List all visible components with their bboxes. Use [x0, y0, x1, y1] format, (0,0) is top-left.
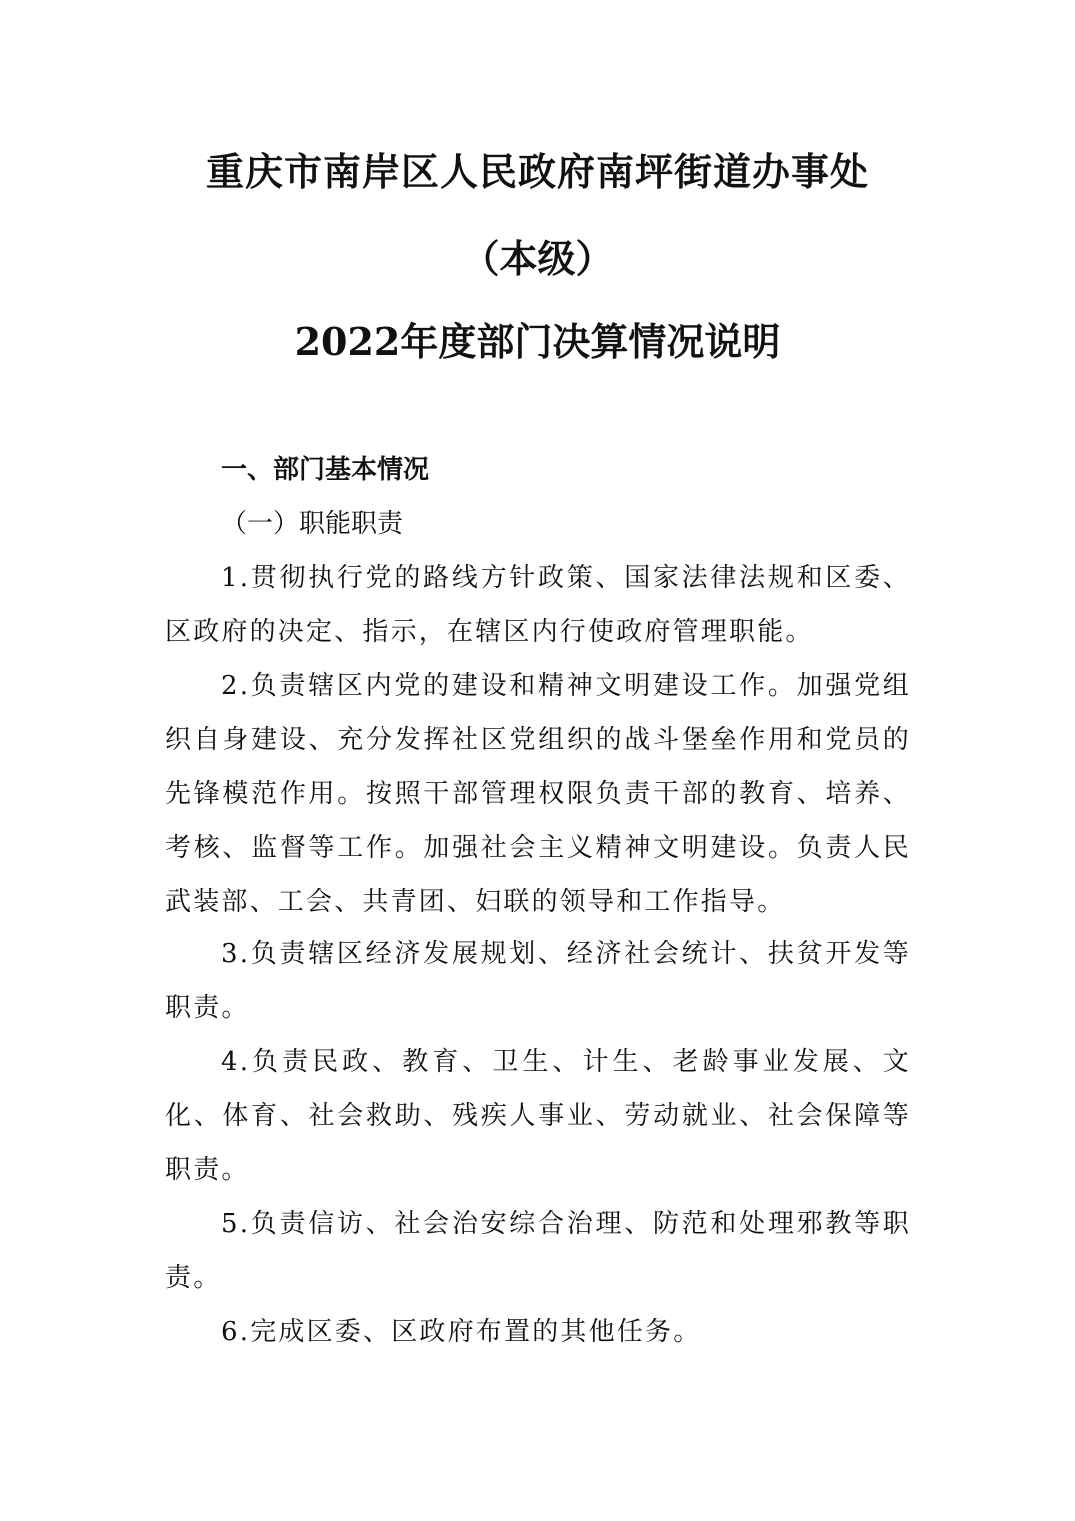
duty-item-5: 5.负责信访、社会治安综合治理、防范和处理邪教等职责。	[165, 1209, 911, 1293]
duty-item-6: 6.完成区委、区政府布置的其他任务。	[221, 1317, 702, 1347]
duty-item-1: 1.贯彻执行党的路线方针政策、国家法律法规和区委、区政府的决定、指示，在辖区内行使政府管理职能。	[165, 563, 911, 647]
document-title-line-3: 2022年度部门决算情况说明	[294, 319, 781, 364]
duty-item-4: 4.负责民政、教育、卫生、计生、老龄事业发展、文化、体育、社会救助、残疾人事业、劳动就业、社会保障等职责。	[165, 1047, 911, 1185]
section-heading-basic-info: 一、部门基本情况	[221, 455, 430, 485]
subsection-heading-duties: （一）职能职责	[221, 509, 404, 539]
document-title-line-1: 重庆市南岸区人民政府南坪街道办事处	[205, 149, 869, 194]
duty-item-3: 3.负责辖区经济发展规划、经济社会统计、扶贫开发等职责。	[165, 939, 911, 1023]
document-title-line-2: （本级）	[461, 236, 614, 281]
duty-item-2: 2.负责辖区内党的建设和精神文明建设工作。加强党组织自身建设、充分发挥社区党组织的战斗堡垒作用和党员的先锋模范作用。按照干部管理权限负责干部的教育、培养、考核、监督等工作。加强社会主义精神文明建设。负责人民武装部、工会、共青团、妇联的领导和工作指导。	[165, 671, 911, 917]
